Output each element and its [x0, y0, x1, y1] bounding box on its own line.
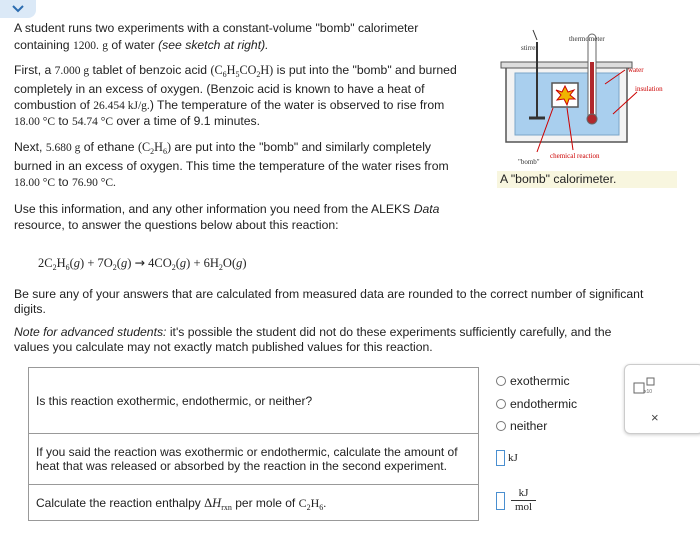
note-text-2: values you calculate may not exactly match published values for this reaction. — [14, 340, 433, 354]
benzoic-formula: $(C_6H_5CO_2H)$ — [210, 63, 274, 79]
use-info-line-2 — [14, 217, 339, 234]
table-row — [29, 434, 479, 485]
intro-line-2 — [14, 37, 269, 55]
first-text-8: over a time of 9.1 minutes. — [116, 114, 261, 128]
first-temp-to: 54.74 °C — [71, 116, 114, 128]
svg-text:x10: x10 — [644, 389, 653, 395]
next-text-5: to — [58, 175, 69, 189]
next-text-4: burned in an excess of oxygen. This time the temperature of the water rises from — [14, 159, 449, 173]
note-italic: Note for advanced students: — [14, 325, 167, 339]
first-text-6: ) The temperature of the water is observed to rise from — [149, 98, 445, 112]
question-2: If you said the reaction was exothermic or endothermic, calculate the amount of heat that was released or absorbed by the reaction in the second experiment. — [29, 434, 479, 485]
ethane-formula-q3-text — [326, 496, 327, 497]
unit-denominator: mol — [511, 500, 536, 514]
collapse-button[interactable] — [0, 0, 36, 18]
water-label: water — [628, 66, 644, 74]
lid — [501, 62, 632, 68]
benzoic-mass: 7.000 g — [54, 65, 90, 77]
kj-unit: kJ — [508, 452, 518, 464]
question-3-text: Calculate the reaction enthalpy — [36, 495, 201, 510]
sigfig-line-2 — [14, 301, 46, 318]
intro-text-3: of water — [111, 38, 155, 52]
bomb-label: "bomb" — [518, 158, 540, 166]
radio-icon[interactable] — [496, 421, 506, 431]
first-line-1 — [14, 62, 457, 80]
enthalpy-input[interactable] — [496, 492, 505, 510]
intro-line-1 — [14, 20, 418, 37]
ethane-formula: $(C_2H_6)$ — [137, 140, 172, 156]
question-3-text-2: per mole of — [235, 495, 296, 510]
chevron-down-icon — [12, 5, 24, 13]
water-unit: g — [102, 40, 108, 52]
next-temp-to: 76.90 °C. — [71, 177, 116, 189]
question-3 — [29, 485, 479, 521]
ethane-mass: 5.680 g — [45, 142, 81, 154]
calorimeter-sketch — [497, 22, 677, 170]
next-text-2: of ethane — [83, 140, 135, 154]
clear-button[interactable]: × — [651, 410, 659, 425]
table-row — [29, 368, 479, 434]
unit-numerator: kJ — [518, 487, 529, 499]
next-line-2 — [14, 158, 449, 175]
next-text-3: are put into the "bomb" and similarly completely — [174, 140, 431, 154]
heat-of-combustion: 26.454 kJ/g. — [93, 100, 150, 112]
thermometer-label: thermometer — [569, 35, 605, 43]
water-mass: 1200. — [72, 40, 99, 52]
sigfig-text: Be sure any of your answers that are calculated from measured data are rounded to the correct number of significant — [14, 287, 644, 301]
thermometer-mercury — [590, 62, 594, 122]
first-text: First, a — [14, 63, 52, 77]
intro-italic: (see sketch at right). — [158, 38, 269, 52]
delta-h-rxn: $\Delta H_{rxn}$ — [204, 495, 232, 512]
radio-icon[interactable] — [496, 399, 506, 409]
ethane-formula-q3: $C_2H_6$. — [298, 495, 327, 512]
option-endothermic[interactable] — [496, 396, 577, 412]
stirrer-pointer — [533, 30, 537, 40]
note-text: it's possible the student did not do these experiments sufficiently carefully, and the — [169, 325, 612, 339]
thermometer-bulb — [587, 114, 597, 124]
option-label: neither — [510, 419, 548, 433]
chemical-reaction-label: chemical reaction — [550, 152, 600, 160]
next-line-1 — [14, 139, 431, 157]
use-info-line-1 — [14, 201, 439, 218]
first-text-4: completely in an excess of oxygen. (Benzoic acid is known to have a heat of — [14, 82, 425, 96]
first-text-7: to — [58, 114, 69, 128]
option-exothermic[interactable] — [496, 373, 570, 389]
intro-text: A student runs two experiments with a constant-volume "bomb" calorimeter — [14, 21, 419, 35]
heat-input[interactable] — [496, 450, 505, 466]
sigfig-text-2: digits. — [14, 302, 46, 316]
radio-icon[interactable] — [496, 376, 506, 386]
table-row — [29, 485, 479, 521]
option-label: exothermic — [510, 374, 570, 388]
first-temp-from: 18.00 °C — [14, 116, 56, 128]
enthalpy-answer — [496, 487, 536, 514]
use-info-text: Use this information, and any other information you need from the ALEKS — [14, 202, 411, 216]
intro-text-2: containing — [14, 38, 70, 52]
exponent-icon[interactable] — [633, 377, 657, 395]
note-line-2 — [14, 339, 433, 356]
option-neither[interactable] — [496, 418, 547, 434]
question-table — [28, 367, 479, 521]
use-info-italic: Data — [413, 202, 440, 216]
next-text: Next, — [14, 140, 43, 154]
first-text-5: combustion of — [14, 98, 90, 112]
tool-palette — [624, 364, 700, 434]
first-line-2 — [14, 81, 425, 98]
stirrer-label: stirrer — [521, 44, 538, 52]
reaction-equation: $2C_2H_6(g) + 7O_2(g) \to 4CO_2(g) + 6H_2O(g)$ — [38, 255, 247, 272]
reaction-equation-text — [247, 255, 248, 256]
first-text-2: tablet of benzoic acid — [92, 63, 208, 77]
first-line-4 — [14, 113, 260, 131]
sigfig-line-1 — [14, 286, 643, 303]
option-label: endothermic — [510, 397, 578, 411]
first-text-3: is put into the "bomb" and burned — [276, 63, 457, 77]
heat-answer — [496, 450, 518, 466]
sketch-caption: A "bomb" calorimeter. — [497, 171, 677, 188]
next-line-3 — [14, 174, 116, 192]
insulation-label: insulation — [635, 85, 663, 93]
next-temp-from: 18.00 °C — [14, 177, 56, 189]
question-1: Is this reaction exothermic, endothermic, or neither? — [29, 368, 479, 434]
kj-per-mol-unit — [511, 487, 536, 514]
use-info-text-2: resource, to answer the questions below about this reaction: — [14, 218, 339, 232]
